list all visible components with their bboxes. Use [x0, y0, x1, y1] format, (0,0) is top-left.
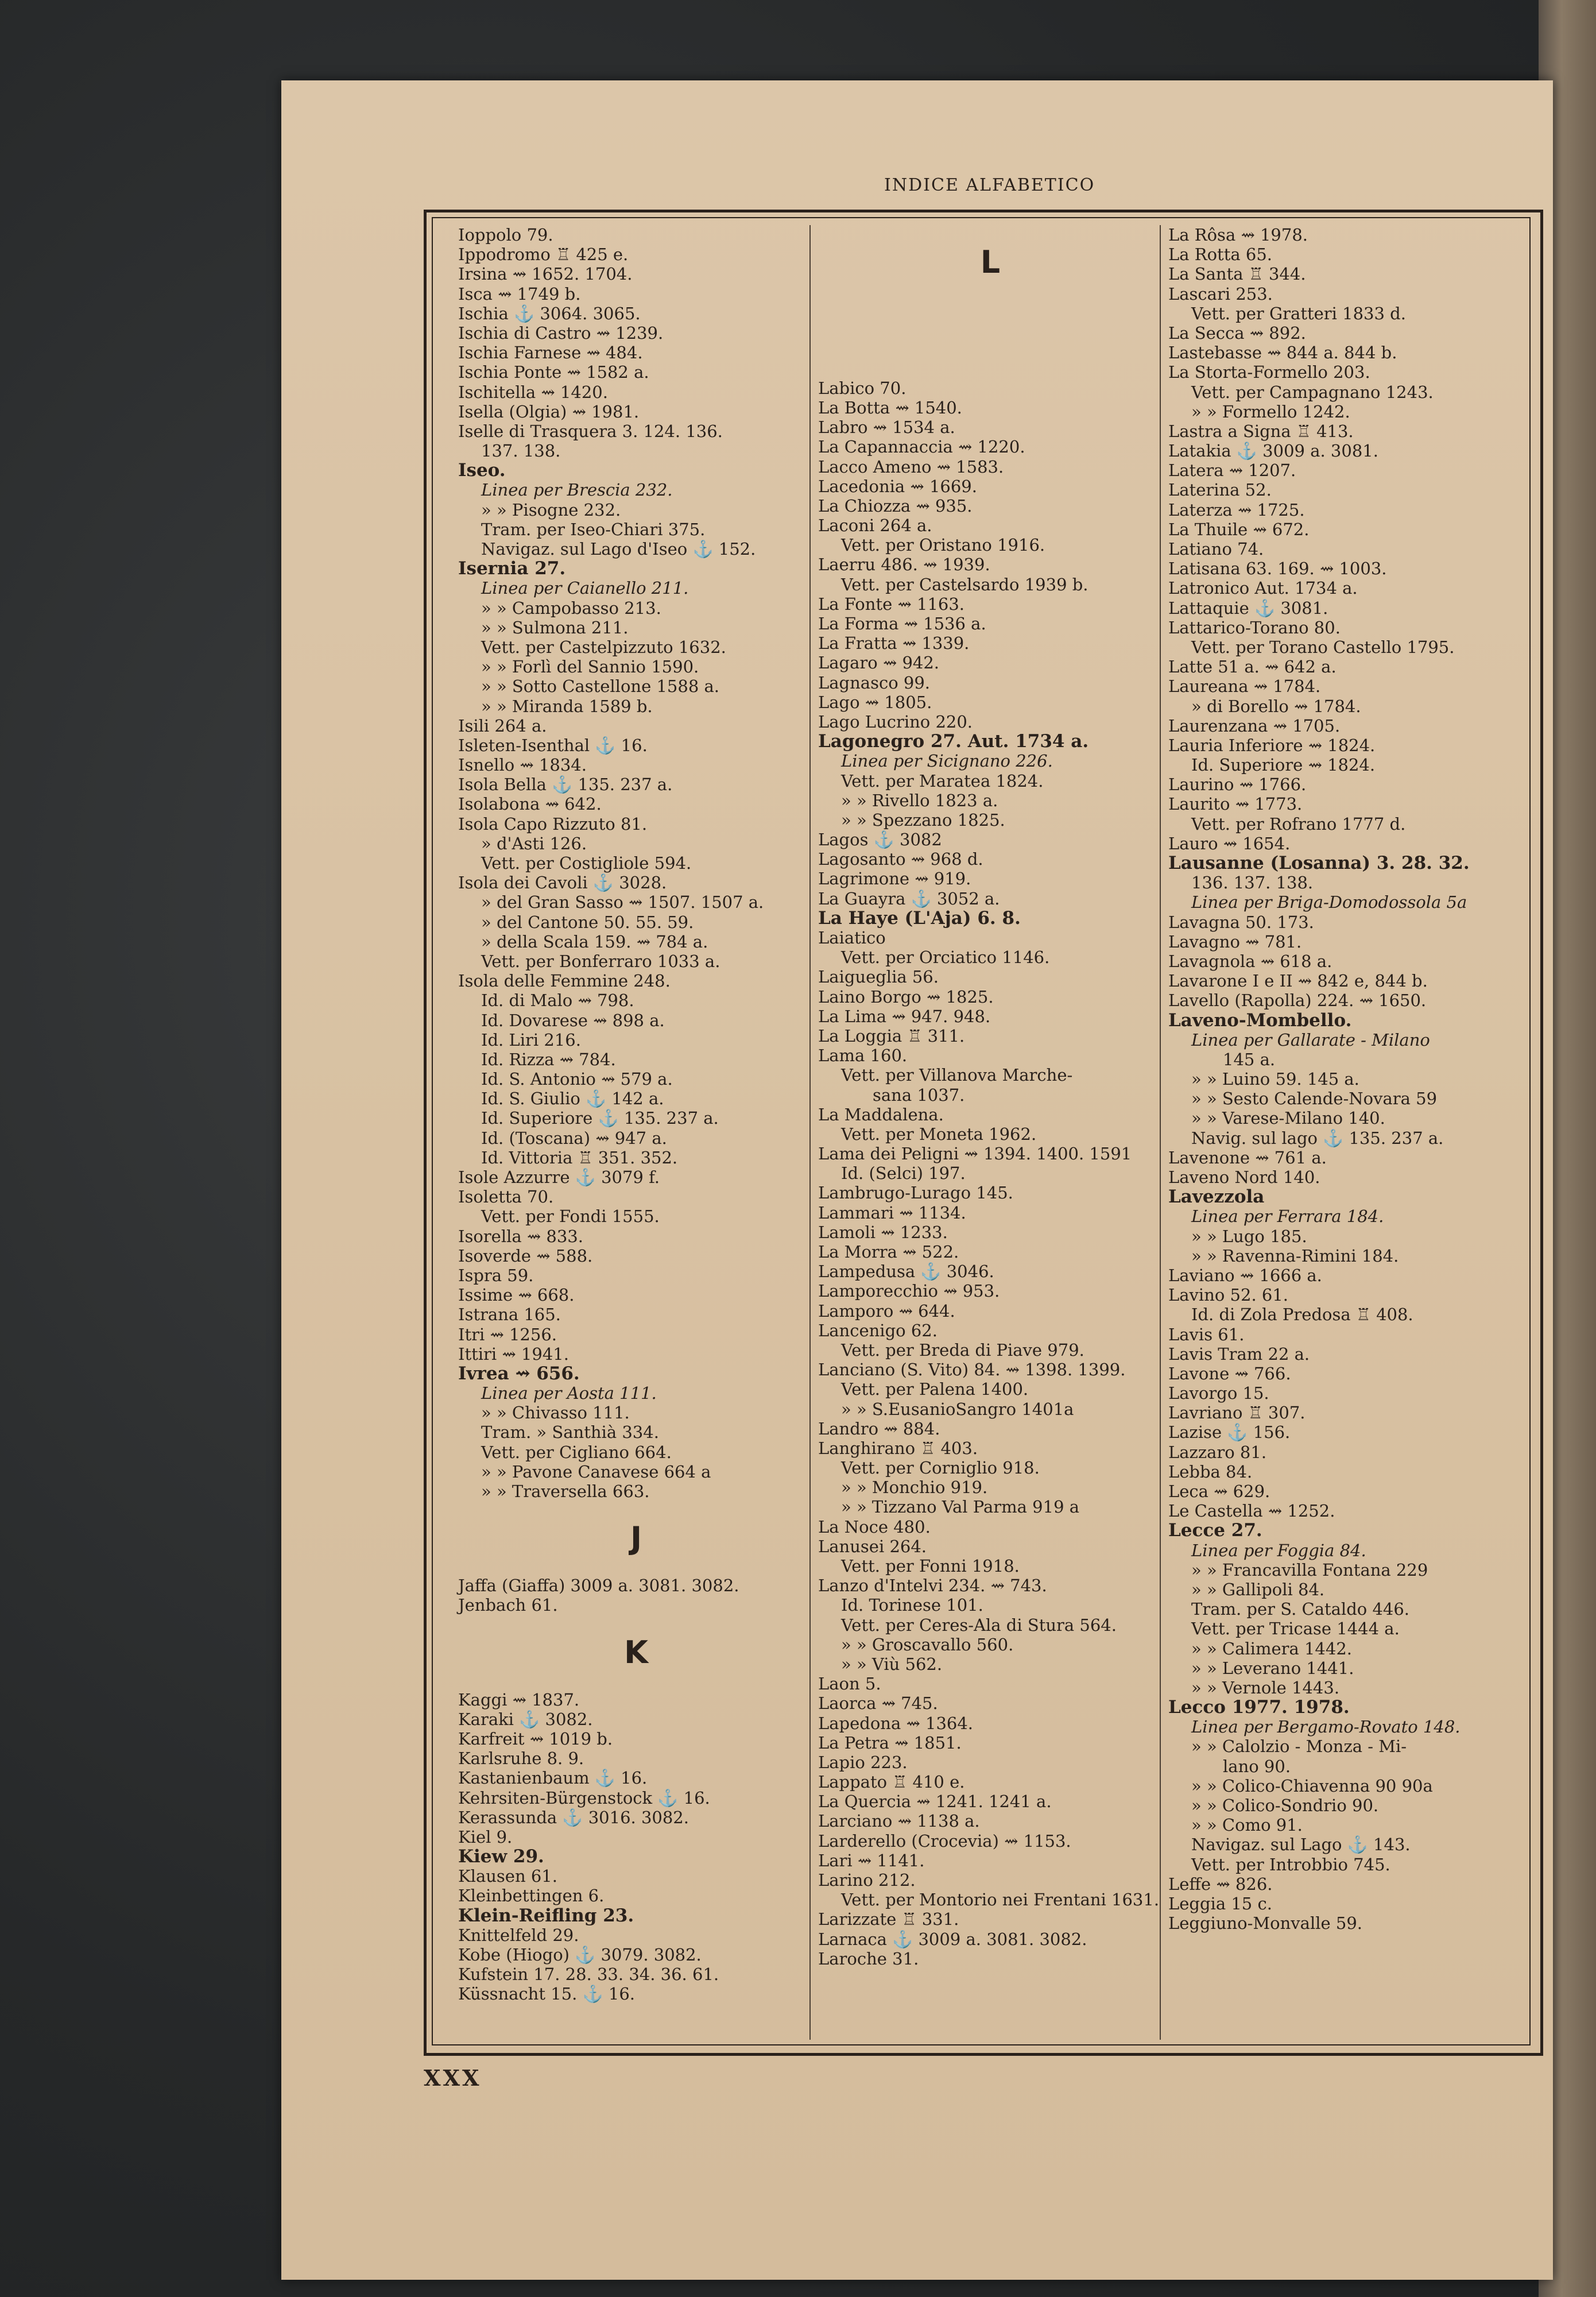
index-entry: Klein-Reifling 23. — [458, 1905, 634, 1926]
index-entry: Lamporecchio ⇝ 953. — [818, 1281, 1000, 1301]
index-entry: » » Formello 1242. — [1191, 401, 1350, 421]
index-entry: Kehrsiten-Bürgenstock ⚓ 16. — [458, 1788, 710, 1808]
index-entry: Larciano ⇝ 1138 a. — [818, 1811, 980, 1831]
index-entry: » » Vernole 1443. — [1191, 1677, 1340, 1697]
index-entry: La Lima ⇝ 947. 948. — [818, 1006, 991, 1026]
index-entry: Isernia 27. — [458, 558, 566, 579]
index-entry: Lavezzola — [1168, 1186, 1265, 1208]
index-entry: Lavagna 50. 173. — [1168, 912, 1314, 932]
index-entry: Laconi 264 a. — [818, 516, 932, 536]
index-entry: La Guayra ⚓ 3052 a. — [818, 888, 1000, 908]
index-entry: Lapio 223. — [818, 1752, 908, 1772]
index-entry: Lama dei Peligni ⇝ 1394. 1400. 1591 — [818, 1144, 1132, 1164]
index-entry: » » Luino 59. 145 a. — [1191, 1069, 1359, 1089]
index-entry: » » Calimera 1442. — [1191, 1638, 1353, 1658]
index-entry: Laurito ⇝ 1773. — [1168, 794, 1303, 814]
index-entry: Id. Dovarese ⇝ 898 a. — [481, 1010, 665, 1030]
index-entry: Ivrea ⇝ 656. — [458, 1363, 580, 1384]
index-entry: Lavenone ⇝ 761 a. — [1168, 1147, 1327, 1167]
index-entry: Id. Liri 216. — [481, 1030, 581, 1050]
section-letter: J — [630, 1520, 642, 1557]
index-entry: Vett. per Bonferraro 1033 a. — [481, 951, 720, 971]
index-entry: Ioppolo 79. — [458, 225, 553, 245]
index-entry: » » Ravenna-Rimini 184. — [1191, 1246, 1399, 1266]
index-entry: Id. Rizza ⇝ 784. — [481, 1049, 616, 1069]
index-entry: Linea per Aosta 111. — [481, 1383, 657, 1403]
index-entry: La Storta-Formello 203. — [1168, 362, 1370, 382]
index-entry: Laurino ⇝ 1766. — [1168, 775, 1307, 795]
index-entry: Lanusei 264. — [818, 1536, 927, 1556]
section-letter: K — [624, 1634, 648, 1670]
index-entry: Lavone ⇝ 766. — [1168, 1363, 1291, 1383]
index-entry: La Noce 480. — [818, 1517, 931, 1537]
index-entry: Vett. per Campagnano 1243. — [1191, 382, 1434, 402]
index-entry: Id. Torinese 101. — [841, 1595, 983, 1615]
index-entry: Vett. per Cigliano 664. — [481, 1442, 672, 1462]
index-entry: Id. S. Giulio ⚓ 142 a. — [481, 1089, 664, 1109]
index-entry: Lausanne (Losanna) 3. 28. 32. — [1168, 853, 1470, 873]
index-entry: Lagos ⚓ 3082 — [818, 830, 942, 850]
index-entry: La Thuile ⇝ 672. — [1168, 519, 1310, 539]
index-entry: Lecce 27. — [1168, 1520, 1262, 1541]
index-entry: Navig. sul lago ⚓ 135. 237 a. — [1191, 1128, 1444, 1148]
index-entry: Vett. per Rofrano 1777 d. — [1191, 814, 1406, 834]
index-column-2 — [818, 225, 1163, 1969]
index-entry: Lavagno ⇝ 781. — [1168, 931, 1302, 952]
index-entry: Lagaro ⇝ 942. — [818, 653, 940, 673]
index-entry — [818, 300, 1163, 319]
index-entry: Lamoli ⇝ 1233. — [818, 1222, 948, 1242]
index-entry: Leggia 15 c. — [1168, 1893, 1272, 1913]
index-entry: Tram. » Santhià 334. — [481, 1422, 659, 1443]
index-entry: » » Colico-Sondrio 90. — [1191, 1796, 1379, 1815]
index-entry: » del Gran Sasso ⇝ 1507. 1507 a. — [481, 892, 764, 912]
index-entry: Isola delle Femmine 248. — [458, 971, 671, 991]
index-entry: Linea per Briga-Domodossola 5a — [1191, 892, 1467, 912]
index-entry: Latera ⇝ 1207. — [1168, 461, 1296, 481]
index-entry: Laterza ⇝ 1725. — [1168, 500, 1305, 520]
index-entry: Lastra a Signa ♖ 413. — [1168, 421, 1354, 441]
index-entry: Isola dei Cavoli ⚓ 3028. — [458, 873, 667, 893]
index-entry: Kufstein 17. 28. 33. 34. 36. 61. — [458, 1965, 719, 1985]
index-entry: Ischia Ponte ⇝ 1582 a. — [458, 362, 649, 382]
index-entry: La Petra ⇝ 1851. — [818, 1733, 962, 1753]
index-entry: Latte 51 a. ⇝ 642 a. — [1168, 657, 1337, 677]
index-entry: Lavriano ♖ 307. — [1168, 1403, 1306, 1423]
index-entry: La Chiozza ⇝ 935. — [818, 496, 973, 516]
index-entry: Vett. per Castelpizzuto 1632. — [481, 637, 726, 657]
index-entry: Lappato ♖ 410 e. — [818, 1772, 965, 1792]
index-entry: Vett. per Villanova Marche- — [841, 1065, 1073, 1085]
index-entry: » » Calolzio - Monza - Mi- — [1191, 1737, 1407, 1757]
index-entry: Latakia ⚓ 3009 a. 3081. — [1168, 441, 1378, 461]
index-entry: Irsina ⇝ 1652. 1704. — [458, 264, 633, 284]
index-entry: Lebba 84. — [1168, 1461, 1253, 1482]
index-entry: Lavorgo 15. — [1168, 1383, 1269, 1403]
index-entry: La Fonte ⇝ 1163. — [818, 594, 965, 614]
index-entry: Lauria Inferiore ⇝ 1824. — [1168, 735, 1376, 755]
index-entry: Larderello (Crocevia) ⇝ 1153. — [818, 1831, 1071, 1851]
index-entry: Lavarone I e II ⇝ 842 e, 844 b. — [1168, 971, 1428, 991]
index-entry: » » Varese-Milano 140. — [1191, 1108, 1385, 1128]
index-entry: » » Groscavallo 560. — [841, 1634, 1014, 1654]
index-entry: » » Pavone Canavese 664 a — [481, 1461, 711, 1482]
index-entry: La Haye (L'Aja) 6. 8. — [818, 907, 1021, 929]
index-entry: Laon 5. — [818, 1674, 881, 1694]
index-entry: Isleten-Isenthal ⚓ 16. — [458, 735, 648, 755]
index-entry: Isorella ⇝ 833. — [458, 1226, 583, 1246]
index-entry: La Botta ⇝ 1540. — [818, 397, 962, 417]
index-entry: Isella (Olgia) ⇝ 1981. — [458, 401, 640, 421]
index-entry: Ittiri ⇝ 1941. — [458, 1344, 569, 1364]
index-entry: » » Como 91. — [1191, 1815, 1303, 1835]
index-entry: Laveno Nord 140. — [1168, 1167, 1320, 1187]
index-entry: Tram. per Iseo-Chiari 375. — [481, 519, 706, 539]
index-column-1 — [458, 225, 814, 2004]
index-entry: » » Tizzano Val Parma 919 a — [841, 1497, 1080, 1517]
index-entry: Itri ⇝ 1256. — [458, 1324, 557, 1344]
index-entry: Laino Borgo ⇝ 1825. — [818, 987, 994, 1007]
index-entry: Laiatico — [818, 928, 886, 948]
index-entry: Iselle di Trasquera 3. 124. 136. — [458, 421, 723, 441]
index-entry: Lammari ⇝ 1134. — [818, 1202, 966, 1223]
index-entry: Kaggi ⇝ 1837. — [458, 1689, 580, 1710]
index-entry: Linea per Bergamo-Rovato 148. — [1191, 1717, 1461, 1737]
index-entry: Karaki ⚓ 3082. — [458, 1709, 593, 1729]
index-entry: Iseo. — [458, 460, 506, 481]
index-entry: » » Sulmona 211. — [481, 617, 629, 637]
index-entry: Larnaca ⚓ 3009 a. 3081. 3082. — [818, 1929, 1087, 1949]
index-entry: Id. di Malo ⇝ 798. — [481, 991, 634, 1011]
index-entry: Laurenzana ⇝ 1705. — [1168, 716, 1341, 736]
index-entry: La Secca ⇝ 892. — [1168, 323, 1306, 343]
index-entry: » » Chivasso 111. — [481, 1403, 630, 1423]
index-entry: » » Lugo 185. — [1191, 1226, 1307, 1246]
index-entry: Lagrimone ⇝ 919. — [818, 869, 971, 889]
index-entry: Ippodromo ♖ 425 e. — [458, 245, 629, 265]
index-entry: Kiel 9. — [458, 1827, 513, 1847]
index-entry: Laureana ⇝ 1784. — [1168, 676, 1321, 697]
index-entry: 136. 137. 138. — [1191, 873, 1314, 893]
index-entry: La Rôsa ⇝ 1978. — [1168, 225, 1308, 245]
index-entry: » » Miranda 1589 b. — [481, 696, 653, 716]
index-entry: Isnello ⇝ 1834. — [458, 755, 587, 775]
index-entry: Ischia ⚓ 3064. 3065. — [458, 303, 641, 323]
index-entry: Lazzaro 81. — [1168, 1442, 1267, 1462]
index-entry: sana 1037. — [873, 1085, 965, 1105]
index-entry: Id. S. Antonio ⇝ 579 a. — [481, 1069, 673, 1089]
index-entry: La Morra ⇝ 522. — [818, 1242, 959, 1262]
index-entry: Vett. per Torano Castello 1795. — [1191, 637, 1455, 657]
index-entry: 145 a. — [1223, 1049, 1276, 1069]
index-entry: Lastebasse ⇝ 844 a. 844 b. — [1168, 343, 1397, 363]
index-entry: » » Campobasso 213. — [481, 598, 661, 618]
index-entry: Id. (Selci) 197. — [841, 1163, 966, 1184]
index-entry: Tram. per S. Cataldo 446. — [1191, 1599, 1410, 1619]
index-entry: Ispra 59. — [458, 1265, 534, 1285]
index-entry: » della Scala 159. ⇝ 784 a. — [481, 931, 708, 952]
index-entry: » » Sotto Castellone 1588 a. — [481, 676, 720, 697]
index-entry: Vett. per Castelsardo 1939 b. — [841, 574, 1088, 594]
index-entry: Karfreit ⇝ 1019 b. — [458, 1728, 613, 1749]
index-entry: Id. Superiore ⚓ 135. 237 a. — [481, 1108, 719, 1128]
index-entry — [818, 339, 1163, 358]
index-entry: Laorca ⇝ 745. — [818, 1693, 938, 1714]
index-entry: Lattaquie ⚓ 3081. — [1168, 598, 1328, 618]
index-entry: Lavello (Rapolla) 224. ⇝ 1650. — [1168, 991, 1427, 1011]
index-entry: Larizzate ♖ 331. — [818, 1909, 959, 1929]
index-entry: Lampedusa ⚓ 3046. — [818, 1262, 994, 1282]
index-entry: Lazise ⚓ 156. — [1168, 1422, 1291, 1443]
index-entry: Lascari 253. — [1168, 284, 1273, 304]
index-entry: Lagosanto ⇝ 968 d. — [818, 849, 983, 869]
index-entry: » » S.EusanioSangro 1401a — [841, 1399, 1074, 1419]
index-entry: Le Castella ⇝ 1252. — [1168, 1501, 1335, 1521]
index-entry: » » Francavilla Fontana 229 — [1191, 1560, 1428, 1580]
index-entry: » » Pisogne 232. — [481, 500, 621, 520]
index-entry: » » Spezzano 1825. — [841, 810, 1005, 830]
index-entry: Vett. per Introbbio 745. — [1191, 1854, 1390, 1874]
index-entry: » » Forlì del Sannio 1590. — [481, 657, 699, 677]
index-entry: Laerru 486. ⇝ 1939. — [818, 555, 990, 575]
index-entry: Leca ⇝ 629. — [1168, 1482, 1270, 1501]
index-entry: Linea per Caianello 211. — [481, 578, 689, 598]
index-entry: Kastanienbaum ⚓ 16. — [458, 1768, 648, 1788]
index-entry: Laterina 52. — [1168, 480, 1272, 500]
index-entry: Labico 70. — [818, 378, 907, 398]
index-entry: Isoverde ⇝ 588. — [458, 1246, 593, 1266]
index-entry: Landro ⇝ 884. — [818, 1418, 940, 1438]
index-entry: Lama 160. — [818, 1046, 908, 1066]
index-entry: Vett. per Oristano 1916. — [841, 535, 1045, 555]
index-entry: Karlsruhe 8. 9. — [458, 1749, 584, 1769]
index-entry: Lagnasco 99. — [818, 672, 930, 693]
index-entry: » » Monchio 919. — [841, 1478, 988, 1498]
index-entry: Isola Capo Rizzuto 81. — [458, 814, 648, 834]
index-entry: Id. di Zola Predosa ♖ 408. — [1191, 1305, 1413, 1325]
index-entry: Ischia Farnese ⇝ 484. — [458, 343, 643, 363]
index-entry: La Santa ♖ 344. — [1168, 264, 1306, 284]
index-entry: Klausen 61. — [458, 1866, 557, 1886]
index-entry: Leffe ⇝ 826. — [1168, 1874, 1273, 1894]
index-entry: Vett. per Montorio nei Frentani 1631. — [841, 1890, 1160, 1910]
index-entry: Kerassunda ⚓ 3016. 3082. — [458, 1807, 689, 1827]
index-entry: » » Leverano 1441. — [1191, 1658, 1354, 1678]
index-entry: Isole Azzurre ⚓ 3079 f. — [458, 1167, 660, 1187]
index-entry: Linea per Sicignano 226. — [841, 751, 1053, 771]
index-entry: Langhirano ♖ 403. — [818, 1438, 978, 1458]
index-entry: Labro ⇝ 1534 a. — [818, 417, 955, 438]
index-entry: » del Cantone 50. 55. 59. — [481, 912, 694, 932]
index-entry: lano 90. — [1223, 1756, 1291, 1776]
index-entry: Lambrugo-Lurago 145. — [818, 1183, 1013, 1203]
index-entry: Vett. per Palena 1400. — [841, 1379, 1029, 1399]
index-entry: Vett. per Tricase 1444 a. — [1191, 1619, 1400, 1639]
index-entry: Lari ⇝ 1141. — [818, 1850, 925, 1870]
index-entry: Isca ⇝ 1749 b. — [458, 284, 581, 304]
index-entry: Latisana 63. 169. ⇝ 1003. — [1168, 559, 1387, 579]
index-entry: Latiano 74. — [1168, 539, 1264, 559]
index-entry: Linea per Foggia 84. — [1191, 1540, 1366, 1560]
index-entry: Lauro ⇝ 1654. — [1168, 833, 1291, 853]
index-entry: Jaffa (Giaffa) 3009 a. 3081. 3082. — [458, 1576, 739, 1596]
index-entry: » » Traversella 663. — [481, 1482, 650, 1501]
index-entry: Laviano ⇝ 1666 a. — [1168, 1265, 1322, 1285]
index-entry: » » Gallipoli 84. — [1191, 1579, 1325, 1599]
index-entry: Lavagnola ⇝ 618 a. — [1168, 951, 1332, 971]
index-entry: Kleinbettingen 6. — [458, 1886, 605, 1906]
index-column-3 — [1168, 225, 1524, 1933]
index-entry: Linea per Ferrara 184. — [1191, 1206, 1384, 1227]
index-entry: Id. Vittoria ♖ 351. 352. — [481, 1147, 678, 1167]
index-entry: La Maddalena. — [818, 1104, 944, 1124]
index-entry: Lancenigo 62. — [818, 1320, 938, 1340]
index-entry: » di Borello ⇝ 1784. — [1191, 696, 1361, 716]
index-entry: Latronico Aut. 1734 a. — [1168, 578, 1358, 598]
index-entry: Lagonegro 27. Aut. 1734 a. — [818, 731, 1089, 752]
index-entry: Navigaz. sul Lago ⚓ 143. — [1191, 1835, 1411, 1855]
index-entry: Lago ⇝ 1805. — [818, 692, 932, 712]
index-entry: La Forma ⇝ 1536 a. — [818, 614, 986, 633]
index-entry: Laigueglia 56. — [818, 967, 939, 987]
index-entry: Vett. per Fonni 1918. — [841, 1556, 1020, 1576]
index-entry: La Capannaccia ⇝ 1220. — [818, 437, 1025, 457]
index-entry: Vett. per Corniglio 918. — [841, 1458, 1040, 1478]
index-entry: Laveno-Mombello. — [1168, 1010, 1352, 1031]
index-entry: Isola Bella ⚓ 135. 237 a. — [458, 775, 673, 795]
index-entry: Lapedona ⇝ 1364. — [818, 1713, 974, 1733]
index-entry: Lago Lucrino 220. — [818, 711, 973, 732]
index-entry: Vett. per Orciatico 1146. — [841, 948, 1050, 968]
index-entry: Navigaz. sul Lago d'Iseo ⚓ 152. — [481, 539, 756, 559]
index-entry: Linea per Brescia 232. — [481, 480, 673, 500]
index-entry: Isili 264 a. — [458, 716, 547, 736]
index-entry: Ischia di Castro ⇝ 1239. — [458, 323, 664, 343]
index-entry: Isolabona ⇝ 642. — [458, 794, 602, 814]
index-entry: Lanciano (S. Vito) 84. ⇝ 1398. 1399. — [818, 1360, 1126, 1380]
index-entry: Lavino 52. 61. — [1168, 1285, 1289, 1305]
index-entry: Knittelfeld 29. — [458, 1925, 579, 1945]
index-entry: Lanzo d'Intelvi 234. ⇝ 743. — [818, 1576, 1047, 1596]
index-entry: Laroche 31. — [818, 1948, 919, 1969]
page-header: INDICE ALFABETICO — [884, 175, 1095, 195]
index-entry: Vett. per Gratteri 1833 d. — [1191, 303, 1406, 323]
index-entry: Lavis 61. — [1168, 1324, 1245, 1344]
index-entry: Leggiuno-Monvalle 59. — [1168, 1913, 1362, 1933]
index-entry: Vett. per Breda di Piave 979. — [841, 1340, 1084, 1360]
index-entry: Id. Superiore ⇝ 1824. — [1191, 755, 1376, 775]
index-entry: Vett. per Moneta 1962. — [841, 1124, 1037, 1144]
index-entry: Vett. per Fondi 1555. — [481, 1206, 660, 1227]
index-entry: La Quercia ⇝ 1241. 1241 a. — [818, 1792, 1052, 1812]
index-entry: La Loggia ♖ 311. — [818, 1026, 965, 1046]
index-entry: Kiew 29. — [458, 1846, 544, 1867]
index-entry: La Rotta 65. — [1168, 245, 1272, 265]
index-entry: Vett. per Ceres-Ala di Stura 564. — [841, 1615, 1117, 1635]
index-entry: Lamporo ⇝ 644. — [818, 1301, 955, 1321]
page-number: XXX — [424, 2065, 482, 2091]
index-entry: Lattarico-Torano 80. — [1168, 617, 1341, 637]
index-entry: Lacco Ameno ⇝ 1583. — [818, 457, 1004, 477]
index-entry: » » Colico-Chiavenna 90 90a — [1191, 1776, 1433, 1796]
index-entry: 137. 138. — [481, 441, 561, 461]
index-entry: Id. (Toscana) ⇝ 947 a. — [481, 1128, 667, 1148]
index-entry: Larino 212. — [818, 1870, 916, 1890]
index-entry: Ischitella ⇝ 1420. — [458, 382, 608, 402]
index-entry: » » Sesto Calende-Novara 59 — [1191, 1089, 1438, 1109]
index-entry: La Fratta ⇝ 1339. — [818, 633, 970, 653]
section-letter: L — [980, 244, 1001, 280]
index-entry: Isoletta 70. — [458, 1187, 554, 1207]
index-entry: Istrana 165. — [458, 1305, 561, 1325]
index-entry: Jenbach 61. — [458, 1595, 558, 1615]
index-entry: Vett. per Maratea 1824. — [841, 771, 1044, 791]
index-entry: » d'Asti 126. — [481, 833, 587, 853]
index-entry: Lecco 1977. 1978. — [1168, 1697, 1350, 1718]
index-entry: Kobe (Hiogo) ⚓ 3079. 3082. — [458, 1945, 702, 1965]
index-entry — [818, 319, 1163, 339]
index-entry: Vett. per Costigliole 594. — [481, 853, 692, 873]
index-entry — [818, 359, 1163, 378]
index-entry: » » Rivello 1823 a. — [841, 790, 998, 810]
index-entry: Linea per Gallarate - Milano — [1191, 1030, 1430, 1050]
index-entry: Lacedonia ⇝ 1669. — [818, 476, 977, 496]
index-entry: Issime ⇝ 668. — [458, 1285, 575, 1305]
index-entry: Lavis Tram 22 a. — [1168, 1344, 1310, 1364]
index-entry: » » Viù 562. — [841, 1654, 943, 1674]
index-entry: Küssnacht 15. ⚓ 16. — [458, 1984, 636, 2004]
